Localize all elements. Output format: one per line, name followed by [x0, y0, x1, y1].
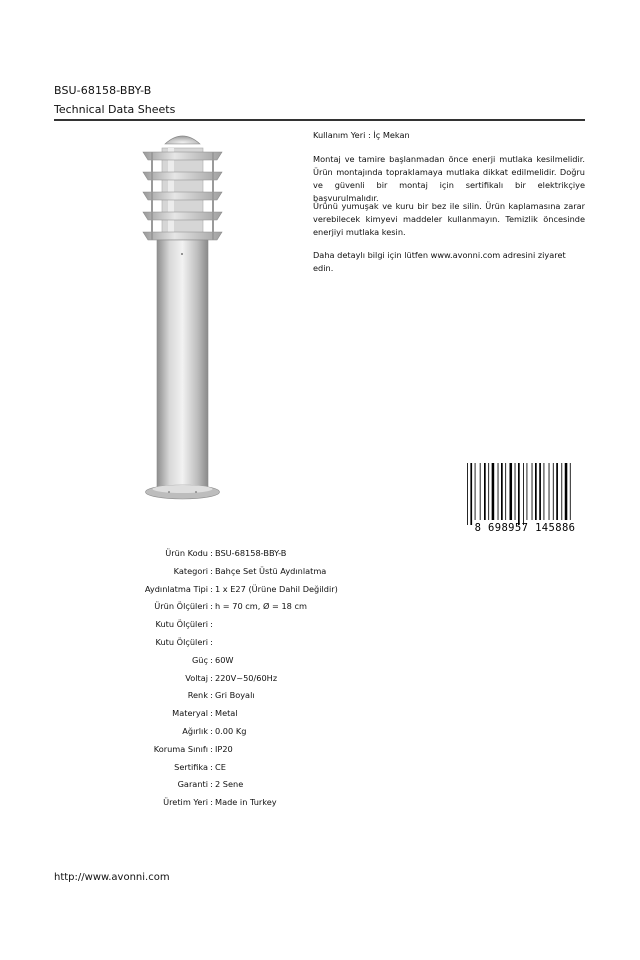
spec-colon: :	[210, 565, 213, 576]
spec-label: Aydınlatma Tipi	[144, 583, 208, 594]
spec-row	[100, 687, 440, 705]
spec-colon: :	[210, 743, 213, 754]
spec-value: BSU-68158-BBY-B	[215, 548, 287, 558]
spec-label: Materyal	[172, 708, 208, 719]
spec-value: CE	[215, 761, 226, 772]
spec-row	[100, 776, 440, 794]
spec-colon: :	[210, 779, 213, 790]
spec-value: Metal	[215, 708, 238, 719]
spec-colon: :	[210, 619, 213, 630]
more-info-text: Daha detaylı bilgi için lütfen www.avonni.com adresini ziyaret edin.	[313, 250, 566, 273]
spec-value: 1 x E27 (Ürüne Dahil Değildir)	[215, 583, 338, 594]
spec-label: Garanti	[177, 779, 208, 790]
spec-value: Made in Turkey	[215, 797, 277, 808]
spec-label: Voltaj	[185, 672, 208, 683]
spec-label: Ağırlık	[182, 725, 208, 736]
spec-row	[100, 581, 440, 599]
spec-label: Ürün Ölçüleri	[154, 601, 208, 612]
barcode-number: 8 698957 145886	[474, 522, 576, 533]
spec-colon: :	[210, 601, 213, 612]
spec-colon: :	[210, 672, 213, 683]
safety-instructions: Montaj ve tamire başlanmadan önce enerji mutlaka kesilmelidir. Ürün montajında topraklamaya mutlaka dikkat edilmelidir. Doğru ve güvenli bir montaj için sertifikalı bir elektrikçiye başvurulmalıdır.	[313, 154, 585, 203]
spec-value: 2 Sene	[215, 779, 244, 790]
spec-label: Kutu Ölçüleri	[155, 619, 208, 630]
spec-colon: :	[210, 797, 213, 808]
spec-value: Bahçe Set Üstü Aydınlatma	[215, 565, 327, 576]
spec-row	[100, 598, 440, 616]
header-divider	[54, 119, 585, 121]
spec-value: h = 70 cm, Ø = 18 cm	[215, 601, 307, 612]
product-image	[135, 130, 230, 510]
specifications-table	[100, 545, 440, 812]
spec-label: Güç	[191, 654, 208, 665]
spec-row	[100, 652, 440, 670]
spec-colon: :	[210, 654, 213, 665]
spec-label: Renk	[187, 690, 208, 701]
spec-value: IP20	[215, 743, 233, 754]
spec-label: Koruma Sınıfı	[153, 743, 208, 754]
spec-colon: :	[210, 548, 213, 558]
spec-row	[100, 759, 440, 777]
spec-value: 0.00 Kg	[215, 725, 247, 736]
spec-label: Üretim Yeri	[163, 797, 208, 808]
spec-row	[100, 616, 440, 634]
barcode	[466, 463, 584, 533]
cleaning-instructions: Ürünü yumuşak ve kuru bir bez ile silin. Ürün kaplamasına zarar verebilecek kimyevi maddeler kullanmayın. Temizlik öncesinde enerjiyi mutlaka kesin.	[313, 201, 585, 237]
spec-label: Ürün Kodu	[165, 548, 208, 558]
spec-row	[100, 723, 440, 741]
spec-colon: :	[210, 583, 213, 594]
spec-label: Sertifika	[174, 761, 208, 772]
spec-row	[100, 634, 440, 652]
spec-colon: :	[210, 725, 213, 736]
spec-value: Gri Boyalı	[215, 690, 255, 701]
product-code-title: BSU-68158-BBY-B	[54, 84, 152, 97]
spec-value: 60W	[215, 654, 234, 665]
spec-colon: :	[210, 761, 213, 772]
spec-label: Kutu Ölçüleri	[155, 636, 208, 647]
spec-label: Kategori	[173, 565, 208, 576]
spec-row	[100, 545, 440, 563]
spec-colon: :	[210, 708, 213, 719]
spec-row	[100, 563, 440, 581]
spec-row	[100, 670, 440, 688]
website-link[interactable]: http://www.avonni.com	[54, 872, 170, 883]
barcode-bars	[467, 463, 571, 525]
spec-row	[100, 794, 440, 812]
spec-colon: :	[210, 690, 213, 701]
spec-colon: :	[210, 636, 213, 647]
spec-row	[100, 705, 440, 723]
spec-value: 220V~50/60Hz	[215, 672, 278, 683]
usage-location: Kullanım Yeri : İç Mekan	[313, 130, 410, 140]
spec-row	[100, 741, 440, 759]
sheet-title: Technical Data Sheets	[54, 103, 176, 116]
